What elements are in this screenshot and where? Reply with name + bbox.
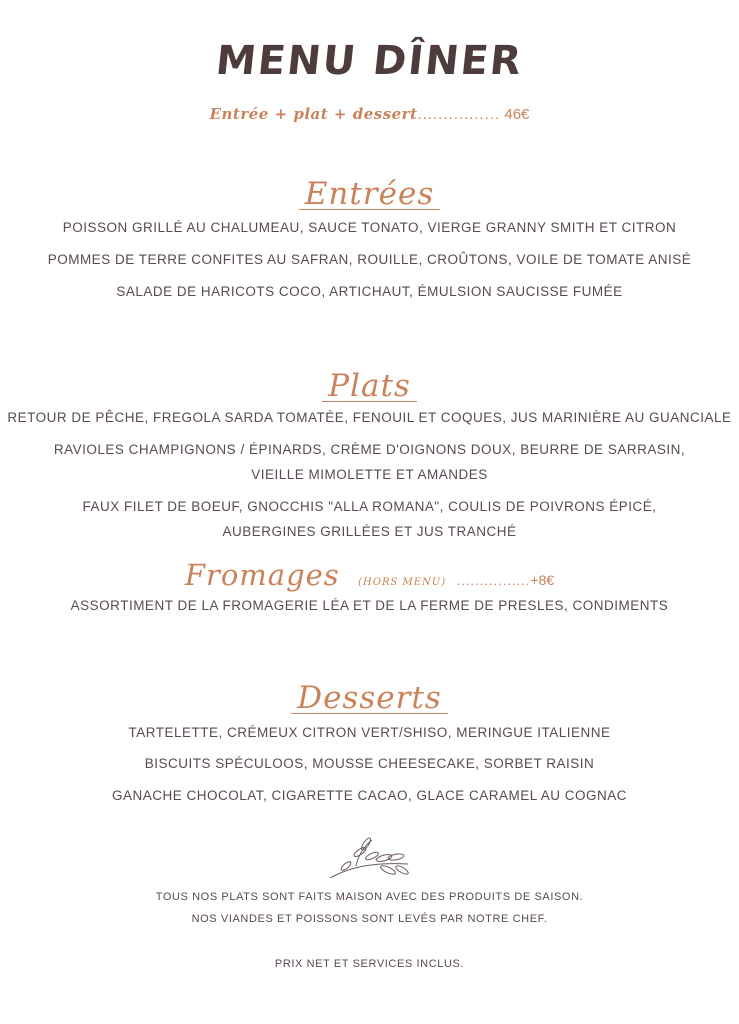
footer-line: PRIX NET ET SERVICES INCLUS. <box>274 958 465 970</box>
menu-item: POISSON GRILLÉ AU CHALUMEAU, SAUCE TONATO, VIERGE GRANNY SMITH ET CITRON <box>62 220 677 235</box>
menu-item: FAUX FILET DE BOEUF, GNOCCHIS "ALLA ROMANA", COULIS DE POIVRONS ÉPICÉ, <box>82 499 657 514</box>
menu-item: RAVIOLES CHAMPIGNONS / ÉPINARDS, CRÈME D'OIGNONS DOUX, BEURRE DE SARRASIN, <box>53 442 686 457</box>
menu-item: ASSORTIMENT DE LA FROMAGERIE LÉA ET DE LA FERME DE PRESLES, CONDIMENTS <box>70 598 669 613</box>
menu-item: AUBERGINES GRILLÉES ET JUS TRANCHÉ <box>222 524 517 539</box>
menu-item: GANACHE CHOCOLAT, CIGARETTE CACAO, GLACE CARAMEL AU COGNAC <box>111 788 628 803</box>
menu-item: POMMES DE TERRE CONFITES AU SAFRAN, ROUILLE, CROÛTONS, VOILE DE TOMATE ANISÉ <box>47 252 692 267</box>
fromages-dots: ................ <box>456 573 531 588</box>
section-title-entrees: Entrées <box>0 176 739 212</box>
section-title-plats: Plats <box>0 368 739 404</box>
section-title-fromages <box>0 558 739 592</box>
menu-item: BISCUITS SPÉCULOOS, MOUSSE CHEESECAKE, SORBET RAISIN <box>144 756 595 771</box>
footer-line: TOUS NOS PLATS SONT FAITS MAISON AVEC DES PRODUITS DE SAISON. <box>155 891 584 903</box>
olive-branch-icon <box>326 836 412 882</box>
menu-item: SALADE DE HARICOTS COCO, ARTICHAUT, ÉMULSION SAUCISSE FUMÉE <box>116 284 623 299</box>
menu-title: MENU DÎNER <box>213 38 526 84</box>
formula-dots: ................ <box>417 106 501 123</box>
fromages-title: Fromages <box>184 558 340 592</box>
fromages-price: +8€ <box>530 572 555 588</box>
menu-item: VIEILLE MIMOLETTE ET AMANDES <box>251 467 488 482</box>
formula-line <box>0 105 739 123</box>
formula-price: 46€ <box>504 106 530 123</box>
formula-label: Entrée + plat + dessert <box>209 105 418 123</box>
fromages-note: (HORS MENU) <box>358 577 447 588</box>
section-title-desserts: Desserts <box>0 680 739 716</box>
footer-line: NOS VIANDES ET POISSONS SONT LEVÉS PAR NOTRE CHEF. <box>191 913 548 925</box>
menu-item: TARTELETTE, CRÉMEUX CITRON VERT/SHISO, MERINGUE ITALIENNE <box>128 725 611 740</box>
menu-item: RETOUR DE PÊCHE, FREGOLA SARDA TOMATÉE, FENOUIL ET COQUES, JUS MARINIÈRE AU GUANCIALE <box>7 410 732 425</box>
